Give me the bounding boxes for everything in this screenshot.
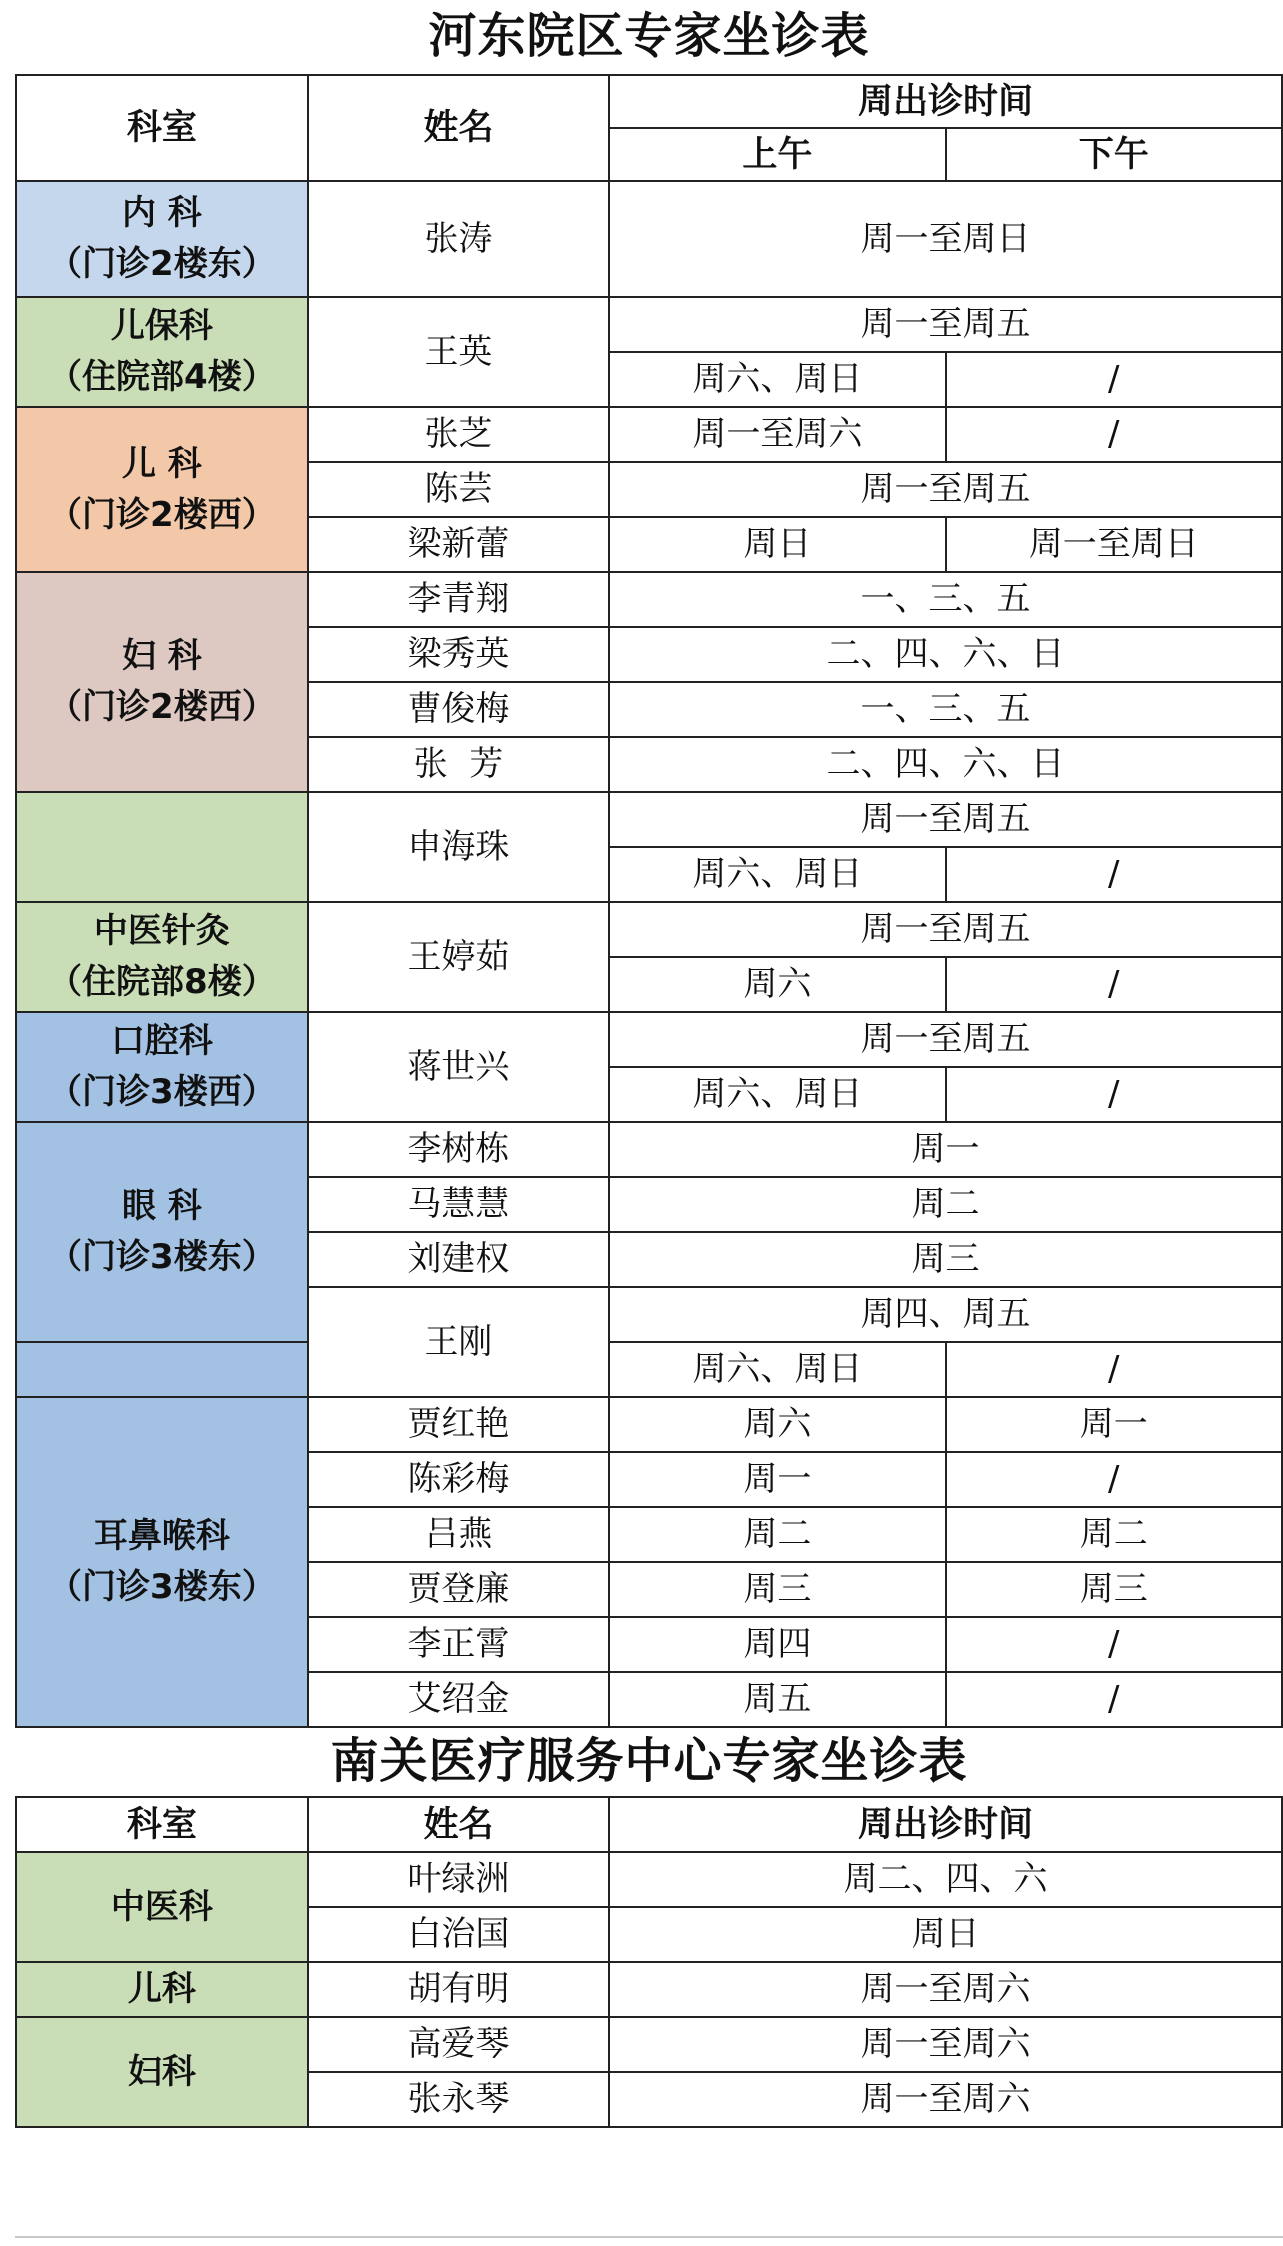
dept-name: 中医针灸 xyxy=(93,911,230,951)
clinic-time: 周二 xyxy=(609,1177,1282,1232)
nanguan-title: 南关医疗服务中心专家坐诊表 xyxy=(16,1727,1282,1797)
dept-neike xyxy=(16,181,308,297)
doctor-name: 张 芳 xyxy=(308,737,609,792)
dept-name: 儿保科 xyxy=(110,306,213,346)
dept-unlabeled xyxy=(16,792,308,902)
doctor-name: 陈芸 xyxy=(308,462,609,517)
doctor-name: 张永琴 xyxy=(308,2072,609,2127)
dept-zhenjiu xyxy=(16,902,308,1012)
doctor-name: 张涛 xyxy=(308,181,609,297)
doctor-name: 李青翔 xyxy=(308,572,609,627)
clinic-am: 周六 xyxy=(609,957,945,1012)
hedong-title: 河东院区专家坐诊表 xyxy=(16,0,1282,75)
doctor-name: 吕燕 xyxy=(308,1507,609,1562)
dept-name: 口腔科 xyxy=(110,1021,213,1061)
clinic-time: 二、四、六、日 xyxy=(609,737,1282,792)
doctor-name: 王婷茹 xyxy=(308,902,609,1012)
doctor-name: 曹俊梅 xyxy=(308,682,609,737)
clinic-am: 周二 xyxy=(609,1507,945,1562)
bottom-rule xyxy=(15,2236,1283,2238)
header-am: 上午 xyxy=(609,128,945,181)
clinic-am: 周六、周日 xyxy=(609,352,945,407)
doctor-name: 张芝 xyxy=(308,407,609,462)
clinic-time: 周二、四、六 xyxy=(609,1852,1282,1907)
clinic-pm: 周一至周日 xyxy=(946,517,1282,572)
doctor-name: 胡有明 xyxy=(308,1962,609,2017)
dept-name: 儿 科 xyxy=(121,443,202,484)
clinic-time: 二、四、六、日 xyxy=(609,627,1282,682)
clinic-time: 周一至周六 xyxy=(609,1962,1282,2017)
dept-yanke-continued xyxy=(16,1342,308,1397)
header-weekly-time: 周出诊时间 xyxy=(609,1797,1282,1852)
clinic-pm: / xyxy=(946,1672,1282,1727)
dept-location: （门诊3楼西） xyxy=(48,1072,276,1112)
clinic-am: 周六、周日 xyxy=(609,847,945,902)
clinic-time: 周一 xyxy=(609,1122,1282,1177)
doctor-name: 蒋世兴 xyxy=(308,1012,609,1122)
clinic-am: 周六、周日 xyxy=(609,1067,945,1122)
clinic-am: 周一 xyxy=(609,1452,945,1507)
doctor-name: 王刚 xyxy=(308,1287,609,1397)
doctor-name: 贾红艳 xyxy=(308,1397,609,1452)
clinic-pm: 周一 xyxy=(946,1397,1282,1452)
clinic-pm: / xyxy=(946,1617,1282,1672)
schedule-table xyxy=(15,0,1283,2128)
clinic-pm: / xyxy=(946,1342,1282,1397)
clinic-pm: / xyxy=(946,407,1282,462)
clinic-time: 周四、周五 xyxy=(609,1287,1282,1342)
dept-location: （门诊2楼西） xyxy=(48,494,276,535)
clinic-am: 周四 xyxy=(609,1617,945,1672)
clinic-am: 周五 xyxy=(609,1672,945,1727)
clinic-pm: / xyxy=(946,352,1282,407)
clinic-time: 周日 xyxy=(609,1907,1282,1962)
header-name: 姓名 xyxy=(308,75,609,181)
doctor-name: 李树栋 xyxy=(308,1122,609,1177)
dept-fuke-nanguan: 妇科 xyxy=(16,2017,308,2127)
doctor-name: 王英 xyxy=(308,297,609,407)
clinic-am: 周一至周六 xyxy=(609,407,945,462)
doctor-name: 梁新蕾 xyxy=(308,517,609,572)
header-dept: 科室 xyxy=(16,1797,308,1852)
dept-fuke xyxy=(16,572,308,792)
clinic-time: 周一至周六 xyxy=(609,2017,1282,2072)
dept-name: 眼 科 xyxy=(121,1186,202,1226)
doctor-name: 刘建权 xyxy=(308,1232,609,1287)
dept-location: （住院部8楼） xyxy=(48,962,276,1002)
dept-location: （门诊2楼东） xyxy=(48,244,276,284)
header-name: 姓名 xyxy=(308,1797,609,1852)
clinic-pm: / xyxy=(946,1067,1282,1122)
clinic-time: 周一至周日 xyxy=(609,181,1282,297)
clinic-time: 周一至周五 xyxy=(609,297,1282,352)
clinic-time: 周一至周五 xyxy=(609,462,1282,517)
dept-yanke xyxy=(16,1122,308,1342)
clinic-time: 周一至周五 xyxy=(609,792,1282,847)
doctor-name: 马慧慧 xyxy=(308,1177,609,1232)
dept-name: 妇 科 xyxy=(121,636,202,676)
clinic-am: 周六 xyxy=(609,1397,945,1452)
clinic-am: 周三 xyxy=(609,1562,945,1617)
clinic-time: 周一至周五 xyxy=(609,902,1282,957)
dept-name: 内 科 xyxy=(121,193,202,233)
clinic-pm: / xyxy=(946,847,1282,902)
dept-erbaoke xyxy=(16,297,308,407)
clinic-time: 一、三、五 xyxy=(609,682,1282,737)
doctor-name: 贾登廉 xyxy=(308,1562,609,1617)
clinic-time: 周三 xyxy=(609,1232,1282,1287)
dept-erbihou xyxy=(16,1397,308,1727)
doctor-name: 高爱琴 xyxy=(308,2017,609,2072)
dept-kouqiang xyxy=(16,1012,308,1122)
clinic-pm: / xyxy=(946,1452,1282,1507)
dept-name: 耳鼻喉科 xyxy=(93,1516,230,1556)
clinic-am: 周日 xyxy=(609,517,945,572)
clinic-pm: / xyxy=(946,957,1282,1012)
dept-zhongyi: 中医科 xyxy=(16,1852,308,1962)
dept-location: （门诊2楼西） xyxy=(48,687,276,727)
header-pm: 下午 xyxy=(946,128,1282,181)
clinic-time: 周一至周六 xyxy=(609,2072,1282,2127)
doctor-name: 陈彩梅 xyxy=(308,1452,609,1507)
doctor-name: 叶绿洲 xyxy=(308,1852,609,1907)
clinic-am: 周六、周日 xyxy=(609,1342,945,1397)
dept-location: （门诊3楼东） xyxy=(48,1567,276,1607)
doctor-name: 梁秀英 xyxy=(308,627,609,682)
header-weekly-time: 周出诊时间 xyxy=(609,75,1282,128)
clinic-time: 一、三、五 xyxy=(609,572,1282,627)
doctor-name: 艾绍金 xyxy=(308,1672,609,1727)
doctor-name: 白治国 xyxy=(308,1907,609,1962)
clinic-time: 周一至周五 xyxy=(609,1012,1282,1067)
dept-location: （门诊3楼东） xyxy=(48,1237,276,1277)
dept-erke xyxy=(16,407,308,572)
clinic-pm: 周二 xyxy=(946,1507,1282,1562)
doctor-name: 李正霄 xyxy=(308,1617,609,1672)
dept-location: （住院部4楼） xyxy=(48,357,276,397)
doctor-name: 申海珠 xyxy=(308,792,609,902)
header-dept: 科室 xyxy=(16,75,308,181)
dept-erke-nanguan: 儿科 xyxy=(16,1962,308,2017)
clinic-pm: 周三 xyxy=(946,1562,1282,1617)
